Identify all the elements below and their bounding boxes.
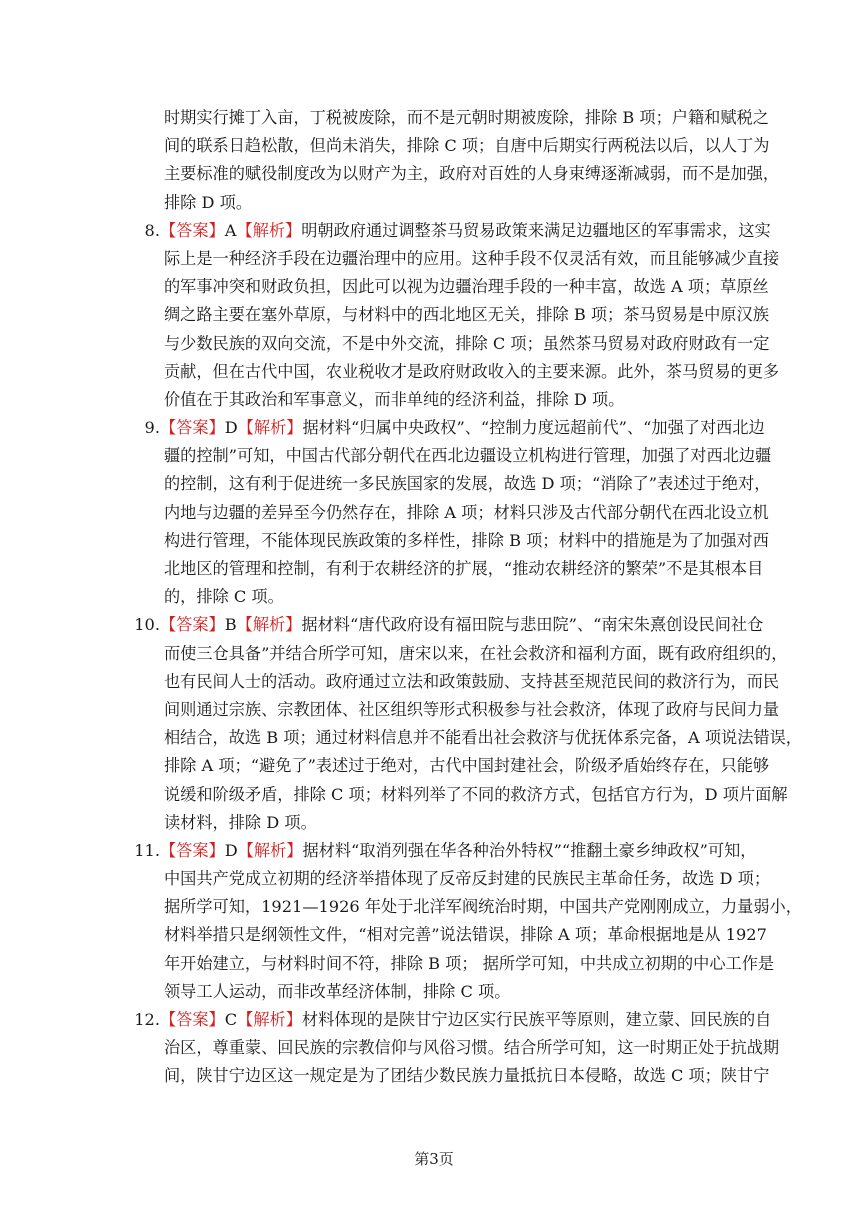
item-text: 据材料“取消列强在华各种治外特权”“推翻土豪乡绅政权”可知，: [302, 840, 757, 860]
text-line: 据所学可知，1921—1926 年处于北洋军阀统治时期，中国共产党刚刚成立，力量弱小，: [164, 897, 802, 917]
answer-letter: D: [224, 840, 238, 860]
text-line: 间则通过宗族、宗教团体、社区组织等形式积极参与社会救济，体现了政府与民间力量: [164, 699, 780, 719]
question-item: [128, 217, 780, 414]
item-first-line: [128, 611, 764, 639]
text-line: 绸之路主要在塞外草原，与材料中的西北地区无关，排除 B 项；茶马贸易是中原汉族: [164, 305, 769, 325]
continuation-block: [128, 104, 780, 217]
answer-letter: D: [224, 418, 238, 438]
answer-letter: A: [224, 220, 237, 240]
answer-tag: 【答案】: [160, 418, 225, 438]
text-line: 时期实行摊丁入亩，丁税被废除，而不是元朝时期被废除，排除 B 项；户籍和赋税之: [164, 108, 769, 127]
text-line: 与少数民族的双向交流，不是中外交流，排除 C 项；虽然茶马贸易对政府财政有一定: [164, 333, 770, 353]
analysis-tag: 【解析】: [236, 615, 302, 635]
question-item: [128, 414, 772, 611]
answer-explanations: [128, 104, 802, 1091]
answer-letter: B: [224, 615, 237, 635]
text-line: 疆的控制”可知，中国古代部分朝代在西北边疆设立机构进行管理，加强了对西北边疆: [164, 446, 772, 466]
item-text: 据材料“归属中央政权”、“控制力度远超前代”、“加强了对西北边: [302, 418, 765, 438]
text-line: 北地区的管理和控制，有利于农耕经济的扩展，“推动农耕经济的繁荣”不是其根本目: [164, 559, 764, 578]
text-line: 读材料，排除 D 项。: [164, 812, 317, 832]
analysis-tag: 【解析】: [237, 840, 303, 860]
text-line: 说缓和阶级矛盾，排除 C 项；材料列举了不同的救济方式，包括官方行为，D 项片面解: [164, 784, 788, 804]
text-line: 中国共产党成立初期的经济举措体现了反帝反封建的民族民主革命任务，故选 D 项；: [164, 869, 771, 889]
text-line: 间的联系日趋松散，但尚未消失，排除 C 项；自唐中后期实行两税法以后，以人丁为: [164, 136, 770, 156]
text-line: 的控制，这有利于促进统一多民族国家的发展，故选 D 项；“消除了”表述过于绝对，: [164, 474, 771, 494]
text-line: 贡献，但在古代中国，农业税收才是政府财政收入的主要来源。此外，茶马贸易的更多: [164, 361, 780, 381]
text-line: 价值在于其政治和军事意义，而非单纯的经济利益，排除 D 项。: [164, 389, 625, 409]
answer-tag: 【答案】: [160, 615, 225, 635]
item-number: 12.: [134, 1010, 160, 1029]
item-number: 9.: [144, 418, 160, 438]
item-first-line: [128, 414, 765, 442]
text-line: 领导工人运动，而非改革经济体制，排除 C 项。: [164, 981, 511, 1001]
text-line: 排除 A 项；“避免了”表述过于绝对，古代中国封建社会，阶级矛盾始终存在，只能够: [164, 756, 770, 776]
text-line: 内地与边疆的差异至今仍然存在，排除 A 项；材料只涉及古代部分朝代在西北设立机: [164, 502, 769, 522]
text-line: 的军事冲突和财政负担，因此可以视为边疆治理手段的一种丰富，故选 A 项；草原丝: [164, 277, 769, 297]
item-first-line: [128, 217, 771, 245]
text-line: 相结合，故选 B 项；通过材料信息并不能看出社会救济与优抚体系完备，A 项说法错误，: [164, 728, 802, 748]
question-item: [128, 1006, 780, 1091]
item-text: 明朝政府通过调整茶马贸易政策来满足边疆地区的军事需求，这实: [301, 220, 771, 240]
answer-tag: 【答案】: [160, 1010, 225, 1029]
text-line: 的，排除 C 项。: [164, 587, 284, 607]
page-number: 第3页: [414, 1150, 454, 1168]
question-item: [128, 837, 802, 1006]
text-line: 也有民间人士的活动。政府通过立法和政策鼓励、支持甚至规范民间的救济行为，而民: [164, 671, 780, 691]
question-item: [128, 611, 802, 837]
answer-tag: 【答案】: [160, 220, 225, 240]
answer-tag: 【答案】: [160, 840, 225, 860]
text-line: 间，陕甘宁边区这一规定是为了团结少数民族力量抵抗日本侵略，故选 C 项；陕甘宁: [164, 1066, 770, 1086]
question-items: [128, 217, 802, 1091]
item-number: 10.: [134, 615, 160, 635]
item-first-line: [128, 1006, 772, 1034]
text-line: 年开始建立，与材料时间不符，排除 B 项； 据所学可知，中共成立初期的中心工作是: [164, 953, 775, 973]
text-line: 构进行管理，不能体现民族政策的多样性，排除 B 项；材料中的措施是为了加强对西: [164, 530, 769, 550]
item-text: 材料体现的是陕甘宁边区实行民族平等原则，建立蒙、回民族的自: [301, 1010, 772, 1029]
text-line: 材料举措只是纲领性文件，“相对完善”说法错误，排除 A 项；革命根据地是从 1927: [164, 925, 767, 945]
text-line: 际上是一种经济手段在边疆治理中的应用。这种手段不仅灵活有效，而且能够减少直接: [164, 248, 780, 268]
text-line: 而使三仓具备”并结合所学可知，唐宋以来，在社会救济和福利方面，既有政府组织的，: [164, 643, 788, 663]
text-line: 排除 D 项。: [164, 192, 253, 212]
item-number: 8.: [144, 220, 160, 240]
analysis-tag: 【解析】: [237, 418, 303, 438]
item-first-line: [128, 837, 757, 865]
item-text: 据材料“唐代政府设有福田院与悲田院”、“南宋朱熹创设民间社仓: [301, 615, 764, 635]
answer-letter: C: [224, 1010, 238, 1029]
item-number: 11.: [134, 840, 160, 860]
analysis-tag: 【解析】: [236, 220, 302, 240]
text-line: 主要标准的赋役制度改为以财产为主，政府对百姓的人身束缚逐渐减弱，而不是加强，: [164, 164, 780, 184]
analysis-tag: 【解析】: [237, 1010, 302, 1029]
text-line: 治区，尊重蒙、回民族的宗教信仰与风俗习惯。结合所学可知，这一时期正处于抗战期: [164, 1038, 780, 1058]
